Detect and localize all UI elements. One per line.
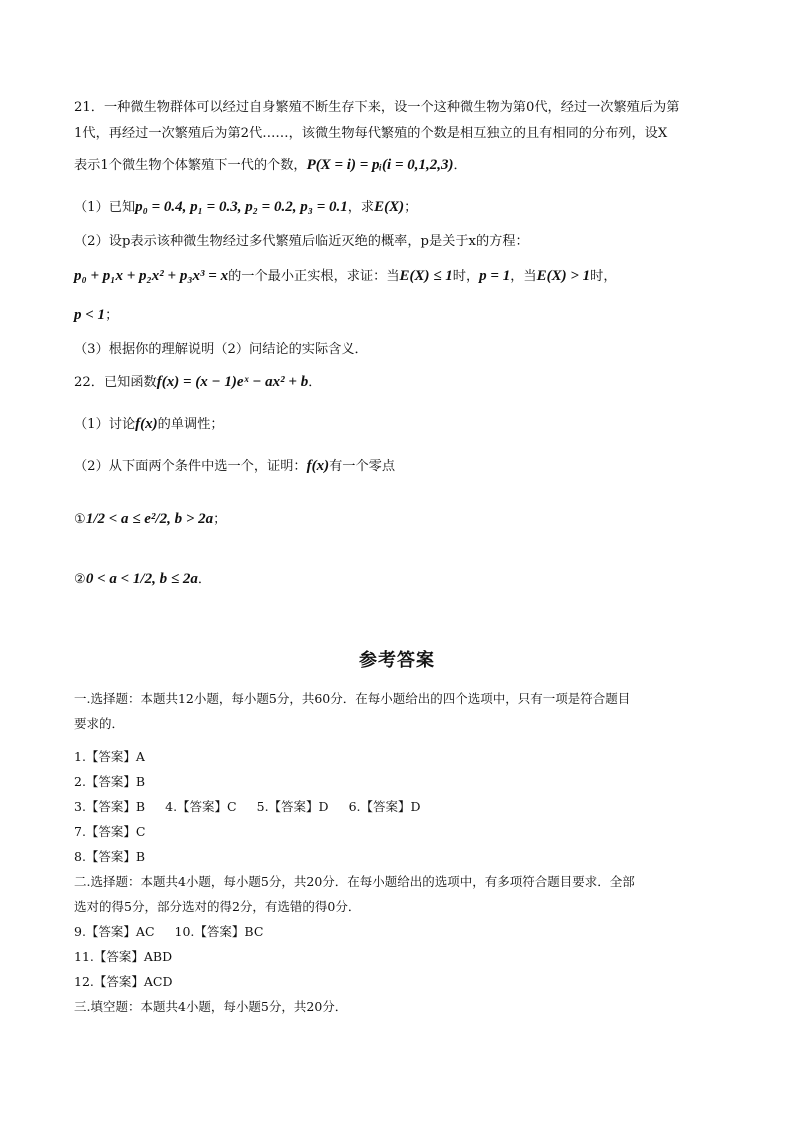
q21-part2-text-a: 的一个最小正实根，求证：当 <box>228 269 400 284</box>
q21-part1-prefix: （1）已知 <box>74 200 136 215</box>
answer-12: 12.【答案】ACD <box>74 974 173 989</box>
q21-line1: 21．一种微生物群体可以经过自身繁殖不断生存下来，设一个这种微生物为第0代，经过一次繁殖后为第 <box>74 100 680 115</box>
answer-3: 3.【答案】B <box>74 799 146 814</box>
section2-line2: 选对的得5分，部分选对的得2分，有选错的得0分． <box>74 899 361 914</box>
q22-cond2-formula: 0 < a < 1/2, b ≤ 2a <box>85 571 198 587</box>
q21-line3: 表示1个微生物个体繁殖下一代的个数，P(X = i) = pᵢ(i = 0,1,2,3)． <box>74 157 467 173</box>
q21-part2-line3: p < 1； <box>74 307 119 323</box>
q22-condition2: ②0 < a < 1/2, b ≤ 2a． <box>74 571 212 587</box>
answer-11: 11.【答案】ABD <box>74 949 173 964</box>
q22-part2 <box>74 456 395 477</box>
section1-line2: 要求的． <box>74 716 125 731</box>
q21-part2-text-d: 时， <box>590 269 617 284</box>
q21-part2-res1: p = 1 <box>479 268 511 284</box>
q22-cond1-marker: ① <box>74 512 86 527</box>
answer-8: 8.【答案】B <box>74 849 146 864</box>
q21-part2-equation: p₀ + p₁x + p₂x² + p₃x³ = x <box>74 268 229 284</box>
section3: 三.填空题：本题共4小题，每小题5分，共20分． <box>74 999 348 1014</box>
q22-part1-prefix: （1）讨论 <box>74 417 136 432</box>
q22-function: f(x) = (x − 1)eˣ − ax² + b <box>156 374 309 390</box>
q21-part2-res2: p < 1 <box>74 307 106 323</box>
answer-row-3-6 <box>74 797 421 817</box>
answer-6: 6.【答案】D <box>348 799 421 814</box>
section1-line1: 一.选择题：本题共12小题，每小题5分，共60分．在每小题给出的四个选项中，只有一项是符合题目 <box>74 691 631 706</box>
answer-7: 7.【答案】C <box>74 824 146 839</box>
q21-part2-line1: （2）设p表示该种微生物经过多代繁殖后临近灭绝的概率，p是关于x的方程： <box>74 234 529 249</box>
answer-row-9-10 <box>74 922 263 942</box>
q21-part1-suffix: ，求 <box>347 200 375 215</box>
q21-part2-cond2: E(X) > 1 <box>536 268 591 284</box>
q22-part1 <box>74 414 224 435</box>
q21-line2: 1代，再经过一次繁殖后为第2代……，该微生物每代繁殖的个数是相互独立的且有相同的分布列，设X <box>74 126 668 141</box>
q22-part1-suffix: 的单调性； <box>157 417 224 432</box>
q21-part1-formula: p₀ = 0.4, p₁ = 0.3, p₂ = 0.2, p₃ = 0.1 <box>135 199 348 215</box>
answer-10: 10.【答案】BC <box>174 924 264 939</box>
q21-part2-line2 <box>74 266 617 287</box>
section2-line1: 二.选择题：本题共4小题，每小题5分，共20分．在每小题给出的选项中，有多项符合题目要求．全部 <box>74 874 635 889</box>
q22-title: 22．已知函数f(x) = (x − 1)eˣ − ax² + b． <box>74 374 322 390</box>
q21-part2-text-c: ，当 <box>510 269 537 284</box>
q21-part2-cond1: E(X) ≤ 1 <box>399 268 453 284</box>
q22-part2-prefix: （2）从下面两个条件中选一个，证明： <box>74 459 307 474</box>
q21-part1: （1）已知p₀ = 0.4, p₁ = 0.3, p₂ = 0.2, p₃ = 0.1，求E(X)； <box>74 199 418 215</box>
q22-cond1-formula: 1/2 < a ≤ e²/2, b > 2a <box>85 511 214 527</box>
q21-part2-text-b: 时， <box>452 269 480 284</box>
q22-condition1: ①1/2 < a ≤ e²/2, b > 2a； <box>74 511 227 527</box>
q22-part1-fx: f(x) <box>135 416 158 432</box>
answer-4: 4.【答案】C <box>165 799 237 814</box>
answer-9: 9.【答案】AC <box>74 924 155 939</box>
answer-1: 1.【答案】A <box>74 749 145 764</box>
q22-part2-suffix: 有一个零点 <box>329 459 396 474</box>
answer-2: 2.【答案】B <box>74 774 146 789</box>
answer-5: 5.【答案】D <box>256 799 329 814</box>
q22-title-prefix: 22．已知函数 <box>74 375 157 390</box>
q22-cond2-marker: ② <box>74 572 86 587</box>
q21-part3: （3）根据你的理解说明（2）问结论的实际含义． <box>74 342 368 357</box>
q21-line3-text: 表示1个微生物个体繁殖下一代的个数， <box>74 158 307 173</box>
q22-part2-fx: f(x) <box>306 458 330 474</box>
q21-part1-target: E(X) <box>374 199 405 215</box>
q21-distribution-formula: P(X = i) = pᵢ(i = 0,1,2,3) <box>306 157 454 173</box>
answers-heading: 参考答案 <box>359 650 435 671</box>
